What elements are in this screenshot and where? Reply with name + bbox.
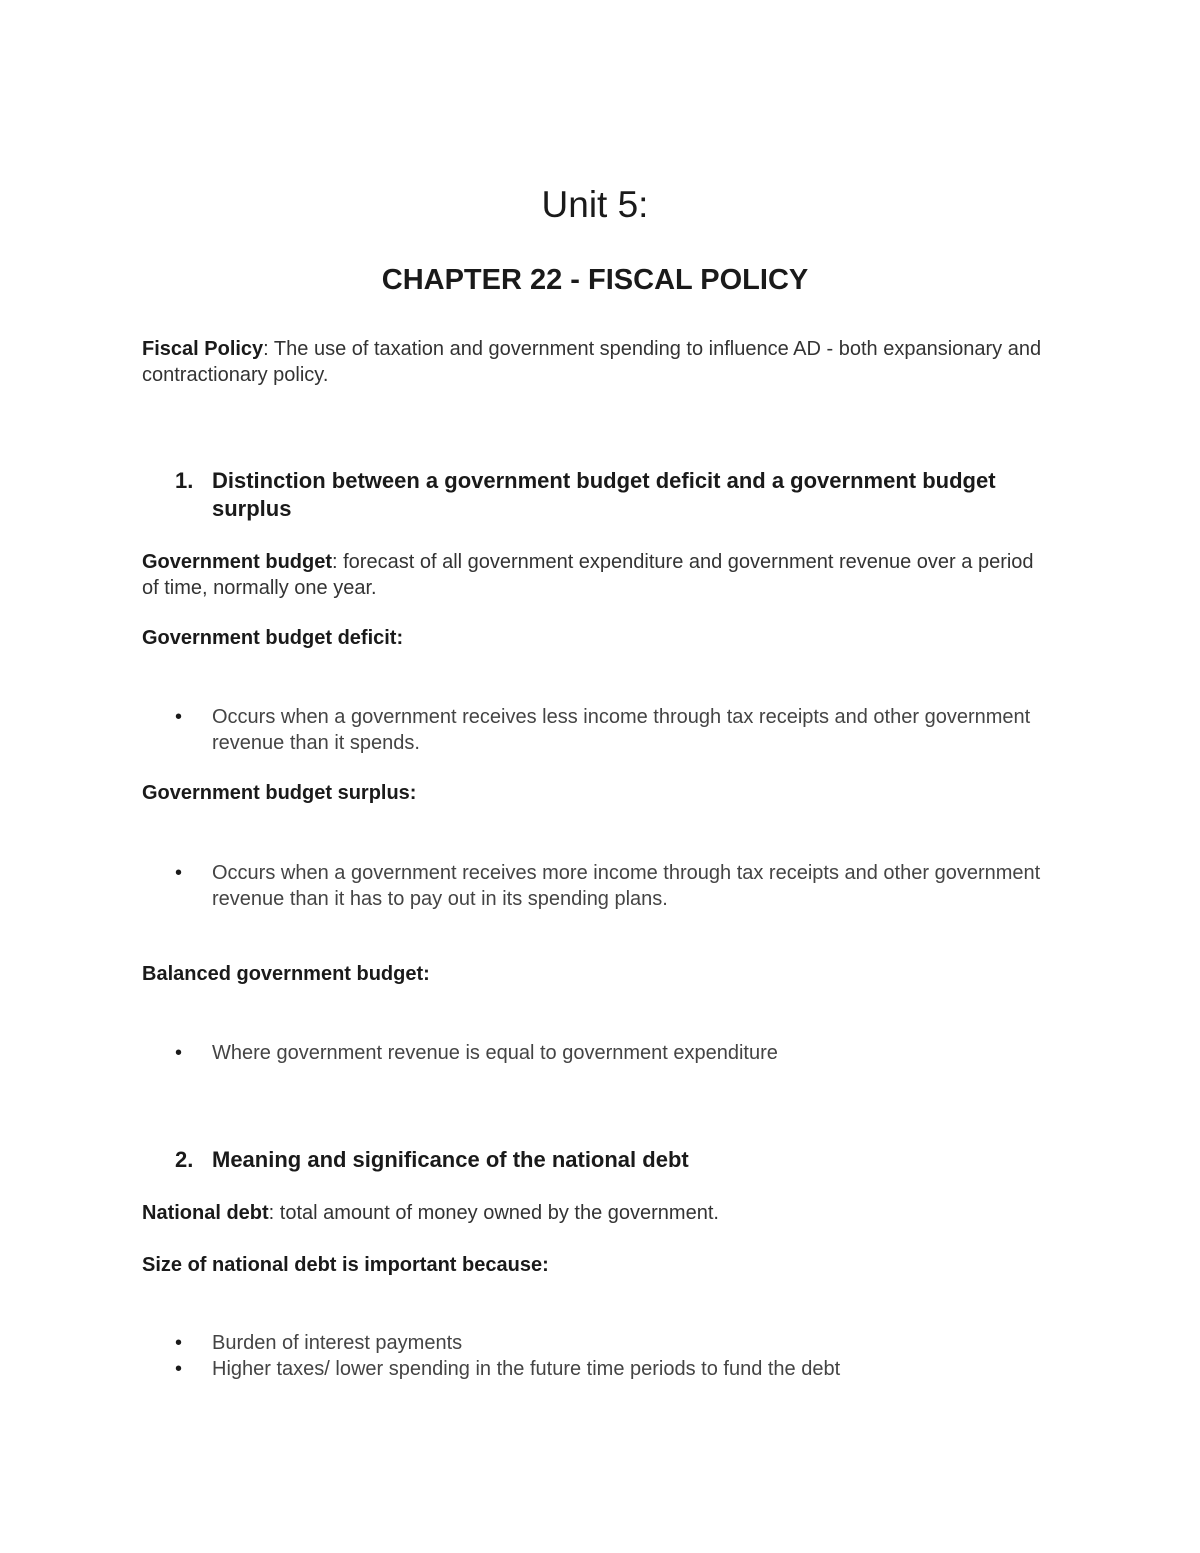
debt-bullet-2-text: Higher taxes/ lower spending in the future time periods to fund the debt bbox=[212, 1358, 841, 1380]
bullet-icon: • bbox=[175, 1332, 183, 1354]
balanced-bullet-text: Where government revenue is equal to government expenditure bbox=[212, 1042, 778, 1064]
national-debt-text: : total amount of money owned by the government. bbox=[268, 1202, 719, 1224]
chapter-title: CHAPTER 22 - FISCAL POLICY bbox=[381, 264, 809, 296]
debt-bullet-1-text: Burden of interest payments bbox=[212, 1332, 463, 1354]
section-1-title: Distinction between a government budget deficit and a government budget surplus bbox=[212, 468, 996, 521]
bullet-icon: • bbox=[175, 706, 183, 728]
fiscal-policy-term: Fiscal Policy bbox=[142, 338, 264, 360]
government-budget-text: : forecast of all government expenditure and government revenue over a period of time, normally one year. bbox=[142, 551, 1034, 599]
government-budget-term: Government budget bbox=[142, 551, 333, 573]
unit-title: Unit 5: bbox=[541, 184, 649, 225]
deficit-label: Government budget deficit: bbox=[142, 627, 404, 649]
fiscal-policy-definition bbox=[142, 336, 1052, 388]
bullet-icon: • bbox=[175, 862, 183, 884]
government-budget-definition bbox=[142, 549, 1052, 601]
section-1-number: 1. bbox=[175, 468, 194, 493]
balanced-label: Balanced government budget: bbox=[142, 963, 430, 985]
bullet-icon: • bbox=[175, 1358, 183, 1380]
section-2-title: Meaning and significance of the national debt bbox=[212, 1147, 689, 1172]
bullet-icon: • bbox=[175, 1042, 183, 1064]
national-debt-definition bbox=[142, 1200, 1052, 1226]
surplus-label: Government budget surplus: bbox=[142, 782, 417, 804]
deficit-bullet-text: Occurs when a government receives less income through tax receipts and other government revenue than it spends. bbox=[212, 706, 1031, 754]
section-2-number: 2. bbox=[175, 1147, 194, 1172]
national-debt-term: National debt bbox=[142, 1202, 269, 1224]
importance-label: Size of national debt is important because: bbox=[142, 1254, 549, 1276]
surplus-bullet-text: Occurs when a government receives more income through tax receipts and other government revenue than it has to pay out in its spending plans. bbox=[212, 862, 1041, 910]
fiscal-policy-text: : The use of taxation and government spending to influence AD - both expansionary and contractionary policy. bbox=[142, 338, 1042, 386]
